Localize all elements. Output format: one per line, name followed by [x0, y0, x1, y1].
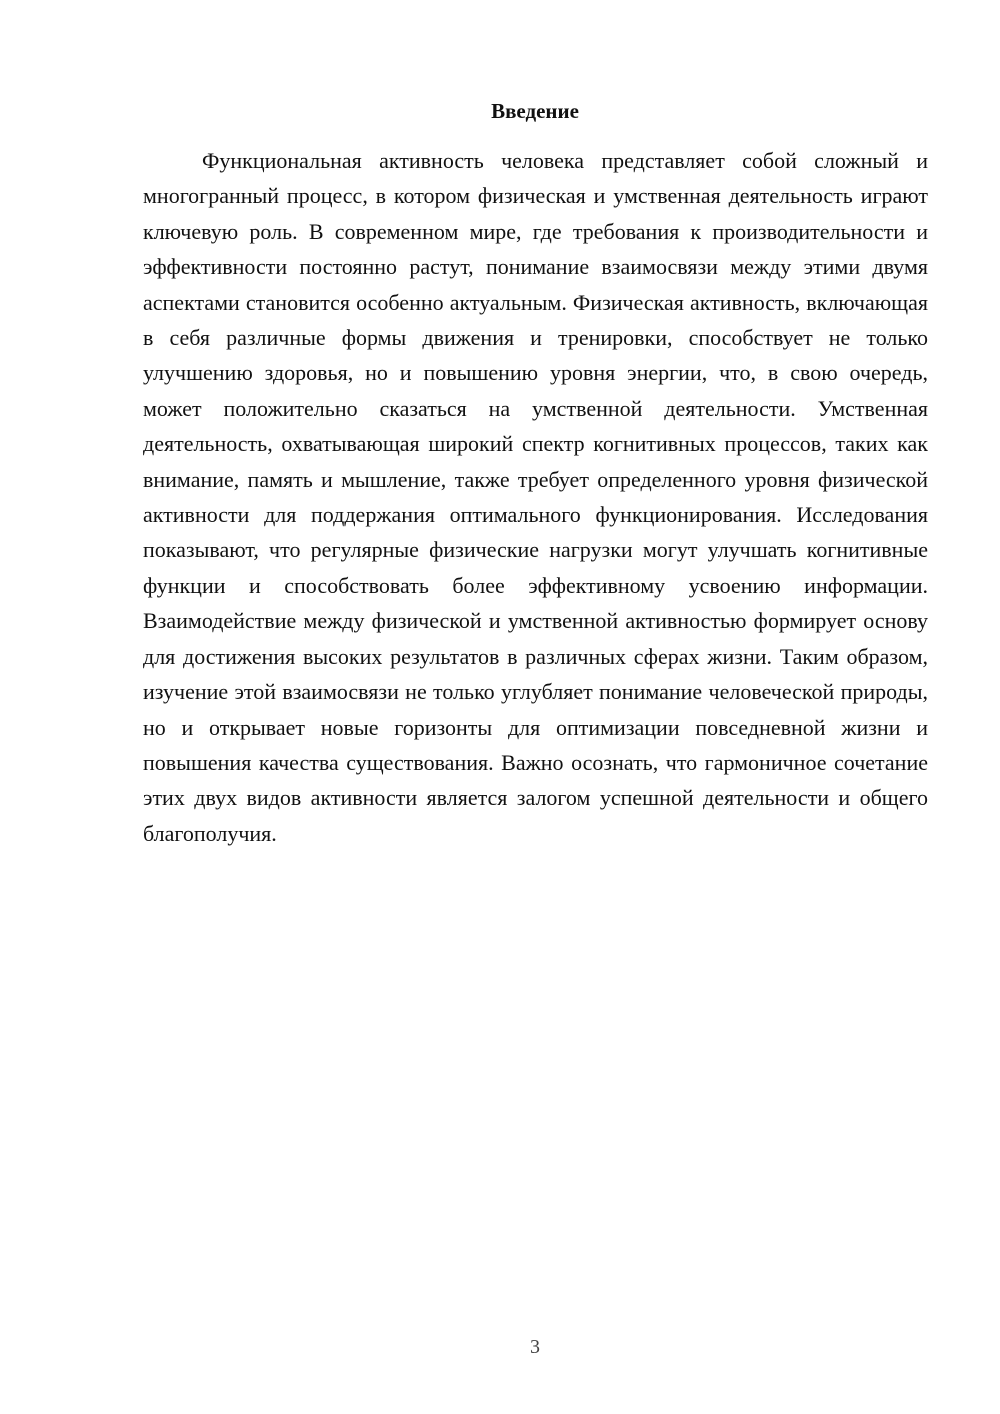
page-title: Введение: [491, 99, 579, 123]
body-paragraph: Функциональная активность человека представляет собой сложный и многогранный процесс, в котором физическая и умственная деятельность играют ключевую роль. В современном мире, где требования к производительности и эффективности постоянно растут, понимание взаимосвязи между этими двумя аспектами становится особенно актуальным. Физическая активность, включающая в себя различные формы движения и тренировки, способствует не только улучшению здоровья, но и повышению уровня энергии, что, в свою очередь, может положительно сказаться на умственной деятельности. Умственная деятельность, охватывающая широкий спектр когнитивных процессов, таких как внимание, память и мышление, также требует определенного уровня физической активности для поддержания оптимального функционирования. Исследования показывают, что регулярные физические нагрузки могут улучшать когнитивные функции и способствовать более эффективному усвоению информации. Взаимодействие между физической и умственной активностью формирует основу для достижения высоких результатов в различных сферах жизни. Таким образом, изучение этой взаимосвязи не только углубляет понимание человеческой природы, но и открывает новые горизонты для оптимизации повседневной жизни и повышения качества существования. Важно осознать, что гармоничное сочетание этих двух видов активности является залогом успешной деятельности и общего благополучия.: [143, 148, 928, 846]
page-number: 3: [530, 1336, 540, 1358]
